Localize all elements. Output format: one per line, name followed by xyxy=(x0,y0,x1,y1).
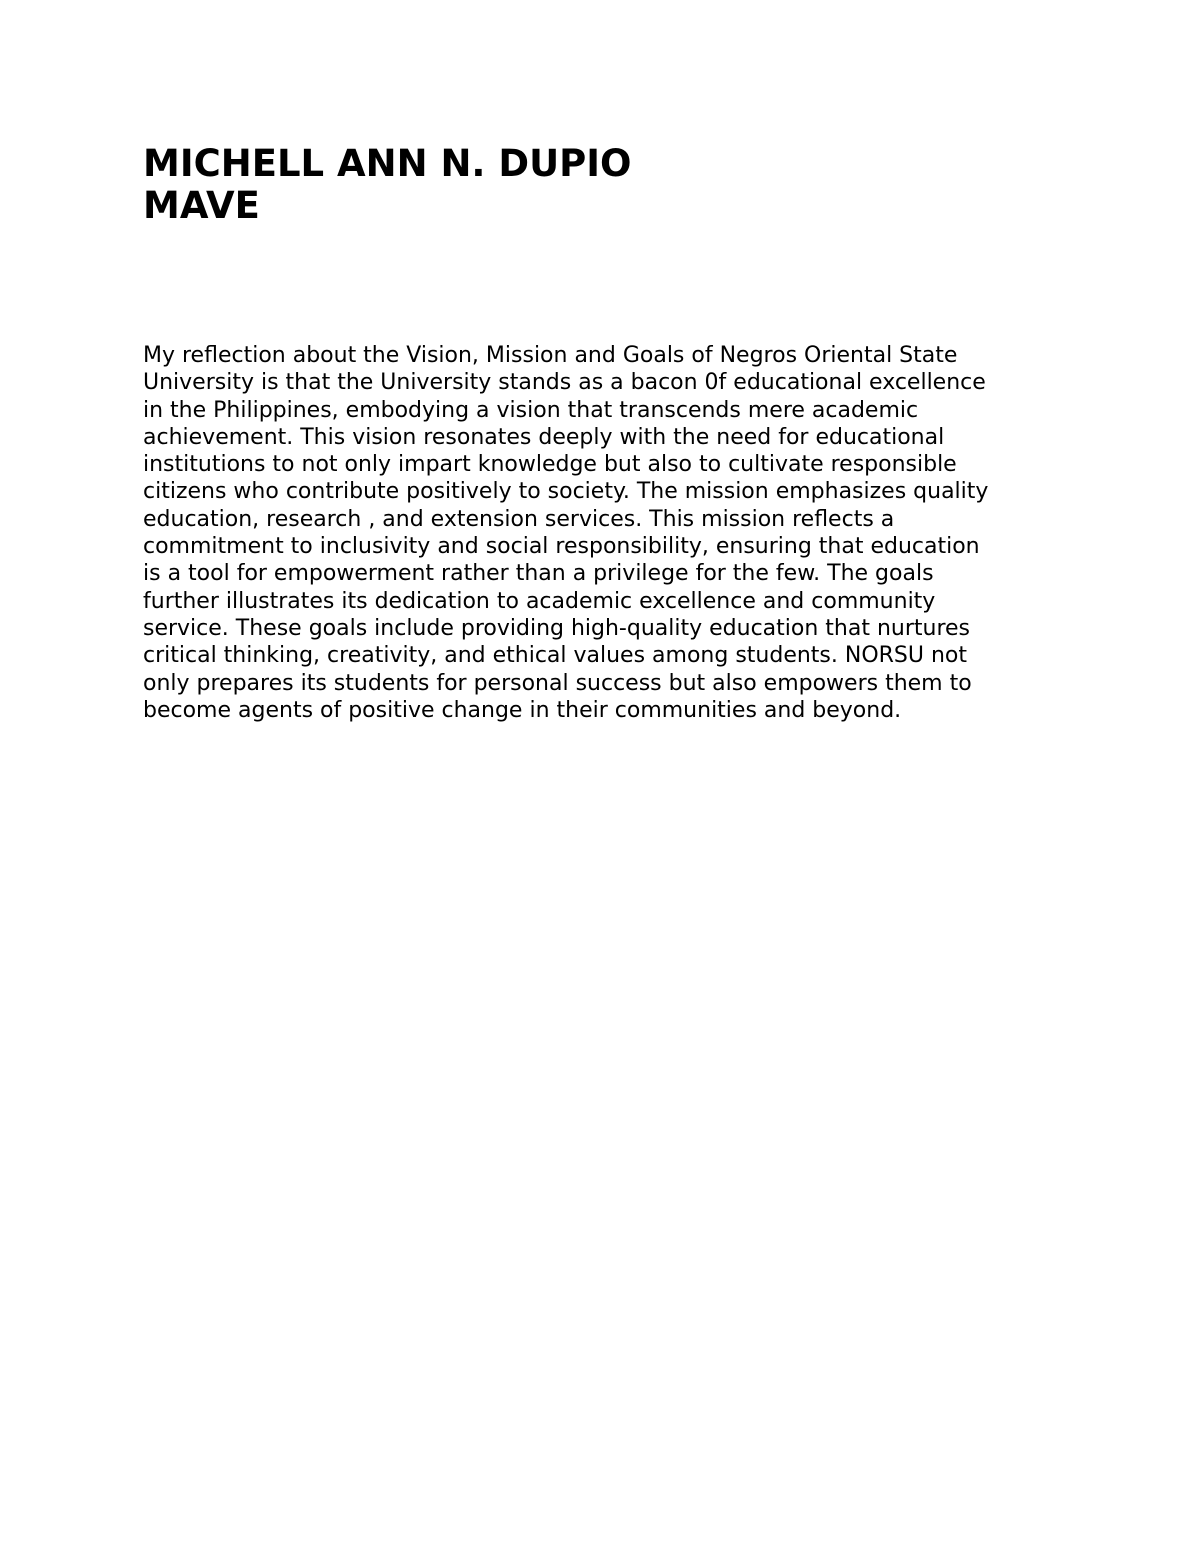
paragraph-line: critical thinking, creativity, and ethical values among students. NORSU not xyxy=(143,643,968,669)
paragraph-line: only prepares its students for personal success but also empowers them to xyxy=(143,670,972,696)
paragraph-line: is a tool for empowerment rather than a privilege for the few. The goals xyxy=(143,561,934,587)
paragraph-line: education, research , and extension services. This mission reflects a xyxy=(143,506,895,532)
author-name: MICHELL ANN N. DUPIO xyxy=(143,142,632,185)
reflection-paragraph xyxy=(143,342,1063,724)
paragraph-line: in the Philippines, embodying a vision that transcends mere academic xyxy=(143,397,919,423)
paragraph-line: service. These goals include providing high-quality education that nurtures xyxy=(143,615,971,641)
paragraph-line: achievement. This vision resonates deeply with the need for educational xyxy=(143,424,945,450)
paragraph-line: My reflection about the Vision, Mission and Goals of Negros Oriental State xyxy=(143,343,958,368)
program-name: MAVE xyxy=(143,184,260,227)
paragraph-line: University is that the University stands as a bacon 0f educational excellence xyxy=(143,370,986,396)
paragraph-line: further illustrates its dedication to academic excellence and community xyxy=(143,588,936,614)
paragraph-line: citizens who contribute positively to society. The mission emphasizes quality xyxy=(143,479,989,505)
document-header xyxy=(143,143,1063,227)
paragraph-line: institutions to not only impart knowledge but also to cultivate responsible xyxy=(143,452,957,478)
paragraph-line: become agents of positive change in their communities and beyond. xyxy=(143,697,902,723)
paragraph-line: commitment to inclusivity and social responsibility, ensuring that education xyxy=(143,534,980,560)
